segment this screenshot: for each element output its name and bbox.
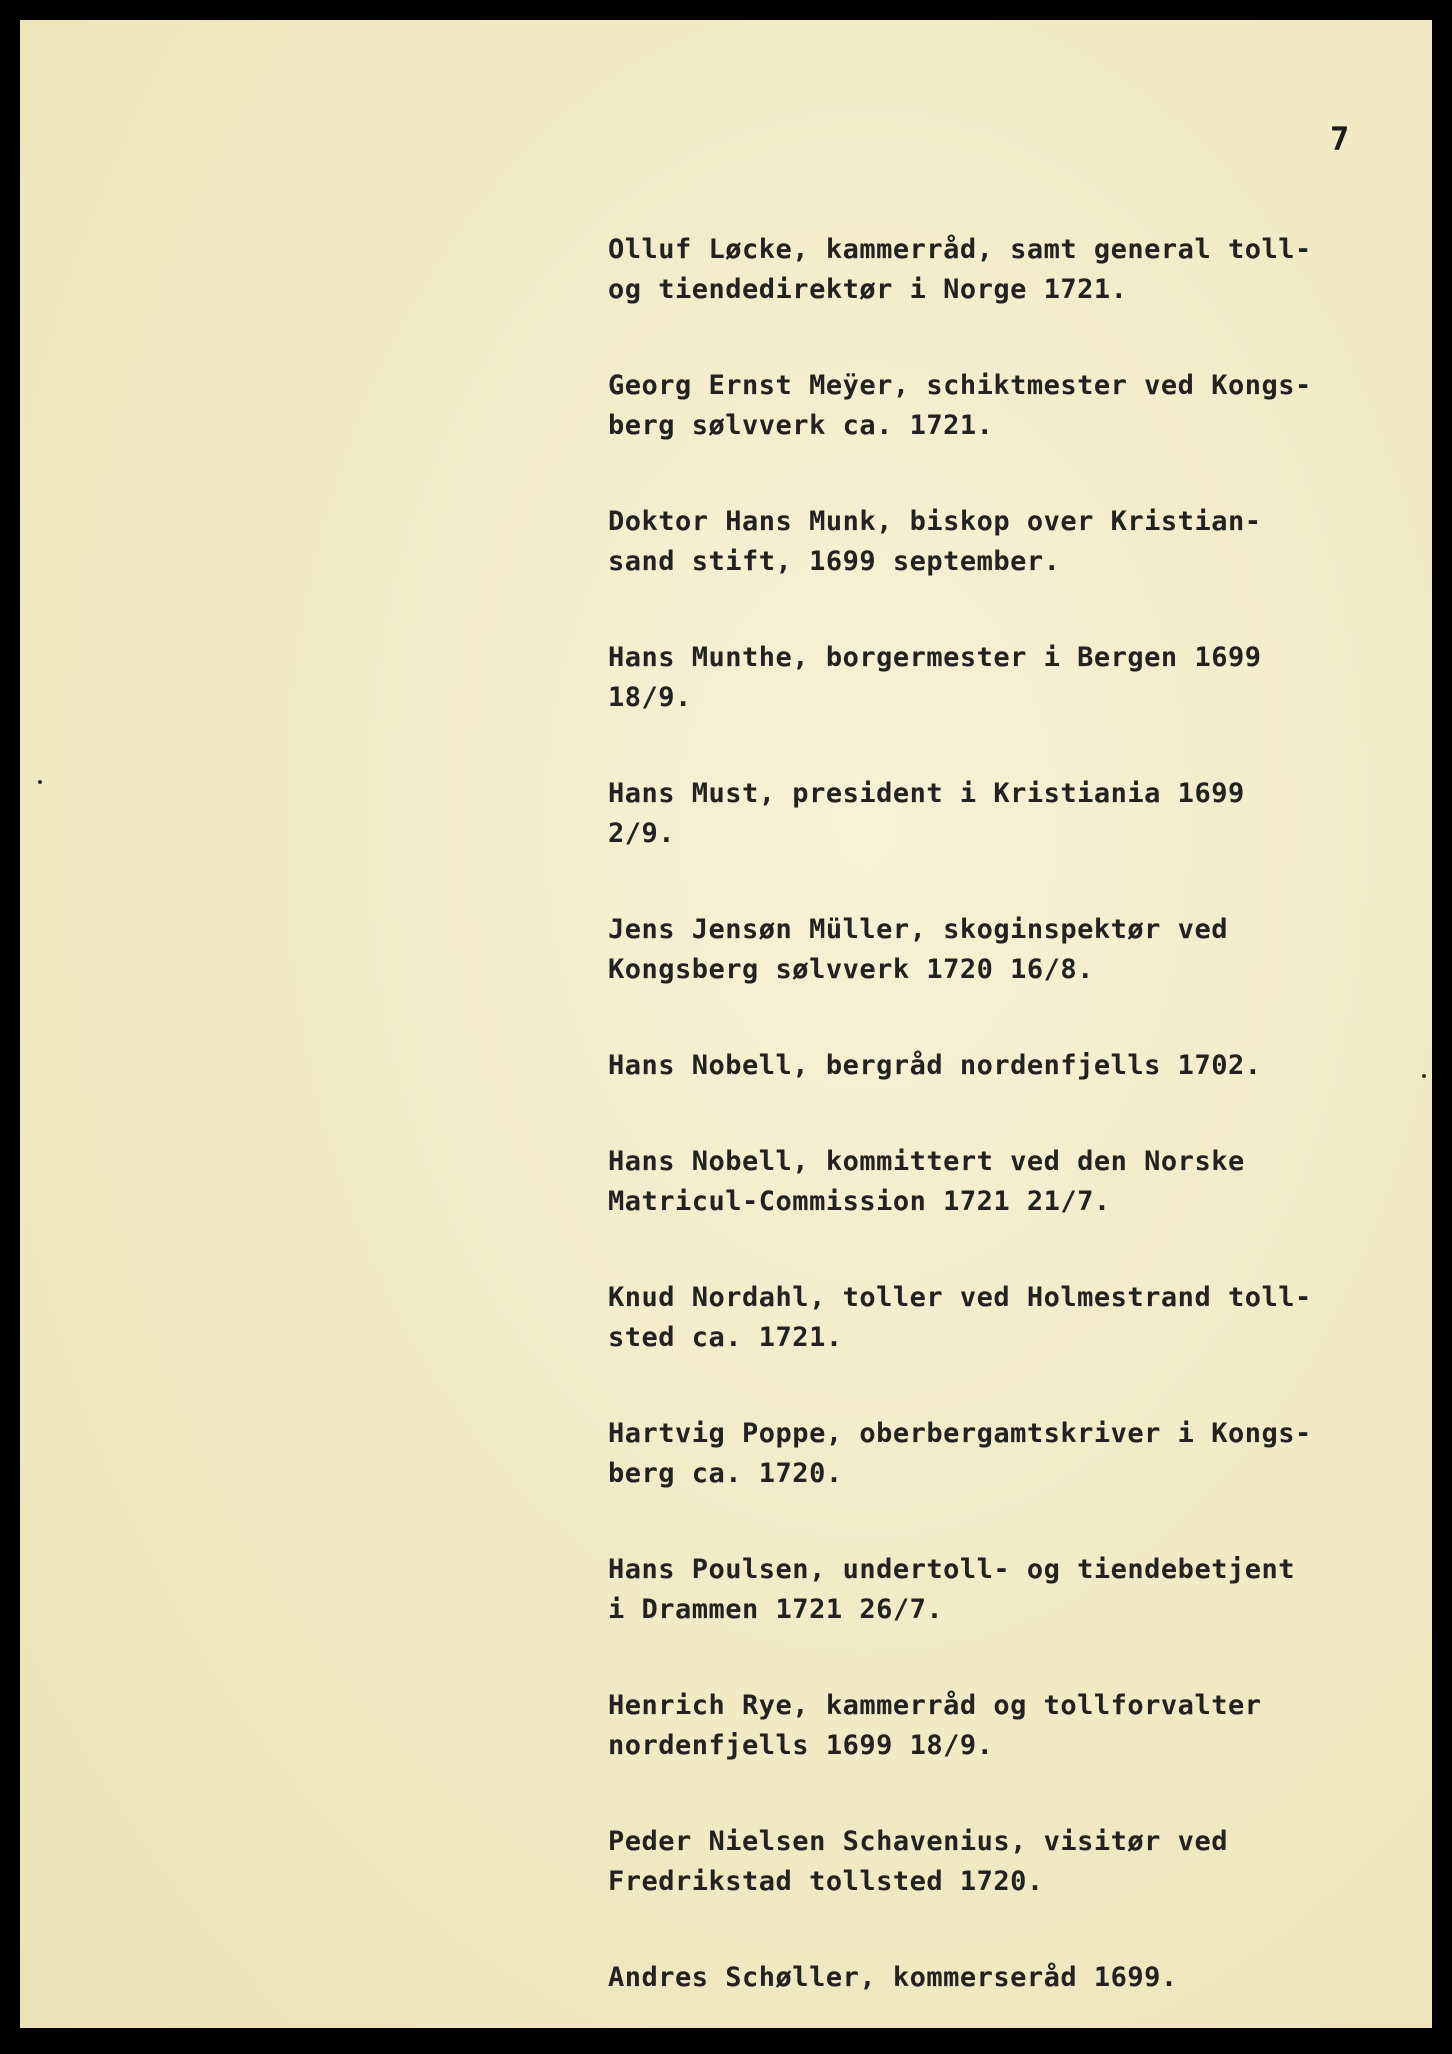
- list-item: [608, 638, 1398, 718]
- entry-line: Knud Nordahl, toller ved Holmestrand toll-: [608, 1282, 1312, 1313]
- page-number: 7: [1330, 120, 1350, 158]
- entry-line: Fredrikstad tollsted 1720.: [608, 1866, 1044, 1897]
- entry-line: og tiendedirektør i Norge 1721.: [608, 274, 1128, 305]
- entry-line: berg ca. 1720.: [608, 1458, 843, 1489]
- entry-line: Peder Nielsen Schavenius, visitør ved: [608, 1826, 1228, 1857]
- paper-speck: [1422, 1074, 1426, 1078]
- document-page: [20, 20, 1432, 2028]
- entry-line: Kongsberg sølvverk 1720 16/8.: [608, 954, 1094, 985]
- list-item: [608, 1550, 1398, 1630]
- entry-line: nordenfjells 1699 18/9.: [608, 1730, 994, 1761]
- entry-line: berg sølvverk ca. 1721.: [608, 410, 994, 441]
- list-item: [608, 1958, 1398, 1998]
- list-item: [608, 910, 1398, 990]
- entry-line: Hans Munthe, borgermester i Bergen 1699: [608, 642, 1262, 673]
- entry-line: Doktor Hans Munk, biskop over Kristian-: [608, 506, 1262, 537]
- list-item: [608, 1686, 1398, 1766]
- entry-line: Henrich Rye, kammerråd og tollforvalter: [608, 1690, 1262, 1721]
- entry-line: i Drammen 1721 26/7.: [608, 1594, 944, 1625]
- list-item: [608, 1414, 1398, 1494]
- entry-line: 2/9.: [608, 818, 676, 849]
- list-item: [608, 1278, 1398, 1358]
- list-item: [608, 1046, 1398, 1086]
- entry-line: Andres Schøller, kommerseråd 1699.: [608, 1962, 1178, 1993]
- entry-line: Hans Nobell, bergråd nordenfjells 1702.: [608, 1050, 1262, 1081]
- entry-line: Hartvig Poppe, oberbergamtskriver i Kongs-: [608, 1418, 1312, 1449]
- list-item: [608, 774, 1398, 854]
- entry-line: 18/9.: [608, 682, 692, 713]
- entry-line: Hans Nobell, kommittert ved den Norske: [608, 1146, 1245, 1177]
- list-item: [608, 502, 1398, 582]
- entry-line: Jens Jensøn Müller, skoginspektør ved: [608, 914, 1228, 945]
- list-item: [608, 366, 1398, 446]
- list-item: [608, 230, 1398, 310]
- entry-line: sand stift, 1699 september.: [608, 546, 1061, 577]
- entry-line: Georg Ernst Meÿer, schiktmester ved Kongs-: [608, 370, 1312, 401]
- entry-line: Hans Must, president i Kristiania 1699: [608, 778, 1245, 809]
- list-item: [608, 1822, 1398, 1902]
- entry-list: [608, 230, 1398, 2054]
- entry-line: Matricul-Commission 1721 21/7.: [608, 1186, 1111, 1217]
- list-item: [608, 1142, 1398, 1222]
- entry-line: Hans Poulsen, undertoll- og tiendebetjent: [608, 1554, 1295, 1585]
- paper-speck: [38, 780, 42, 784]
- entry-line: sted ca. 1721.: [608, 1322, 843, 1353]
- entry-line: Olluf Løcke, kammerråd, samt general toll-: [608, 234, 1312, 265]
